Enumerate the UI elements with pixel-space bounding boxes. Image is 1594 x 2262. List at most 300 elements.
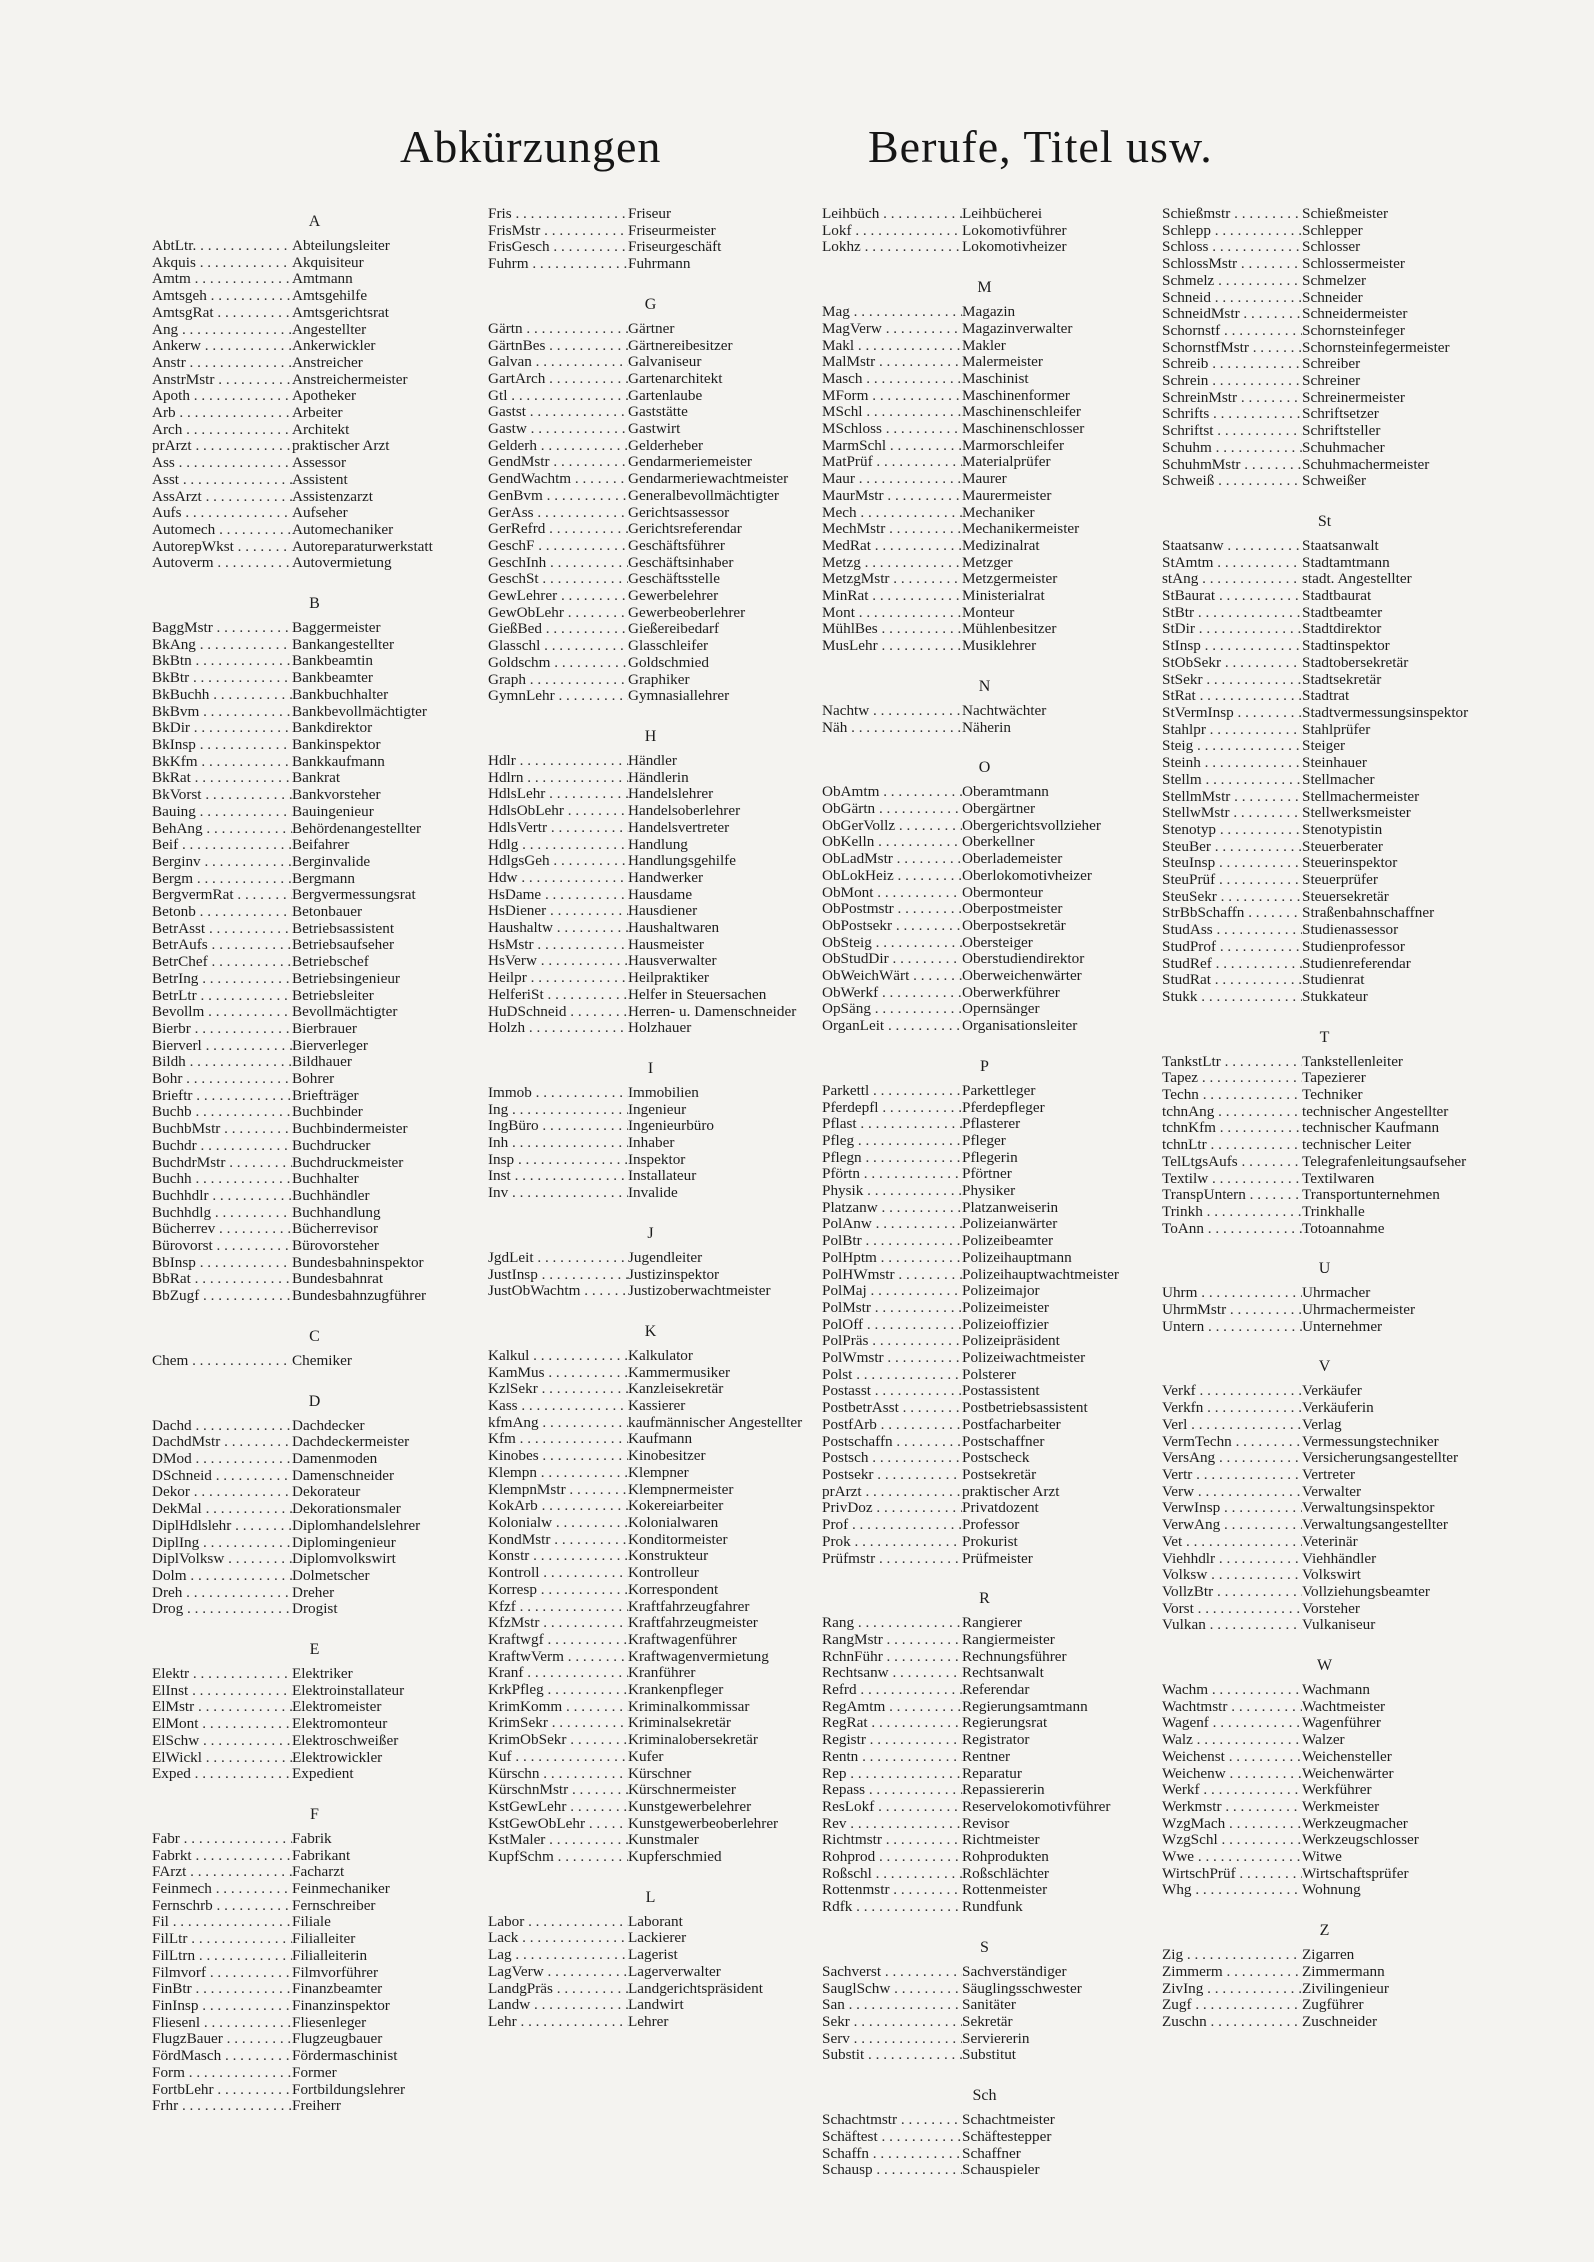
full-term: Wachtmeister bbox=[1302, 1697, 1386, 1715]
full-term: Schuhmacher bbox=[1302, 438, 1385, 456]
section-letter-heading: H bbox=[644, 727, 657, 745]
full-term: Briefträger bbox=[292, 1086, 359, 1104]
full-term: Korrespondent bbox=[628, 1580, 719, 1598]
entry-row bbox=[152, 1188, 477, 1205]
abbreviation: AbtLtr. . . . bbox=[152, 238, 292, 255]
entry-row bbox=[152, 1434, 477, 1451]
full-term: Rottenmeister bbox=[962, 1881, 1048, 1899]
entry-row bbox=[822, 1997, 1147, 2014]
full-term: Steinhauer bbox=[1302, 754, 1367, 772]
abbreviation: ElMont . . . bbox=[152, 1716, 292, 1733]
full-term: Gartenlaube bbox=[628, 386, 703, 404]
abbreviation: Ass . . . bbox=[152, 455, 292, 472]
entry-row bbox=[822, 1732, 1147, 1749]
full-term: Geschäftsinhaber bbox=[628, 553, 734, 571]
entry-row bbox=[152, 637, 477, 654]
abbreviation: PostbetrAsst . . . bbox=[822, 1400, 962, 1417]
entry-row bbox=[488, 1665, 813, 1682]
abbreviation: Schaffn . . . bbox=[822, 2146, 962, 2163]
entry-row bbox=[488, 1615, 813, 1632]
abbreviation: Chem . . . bbox=[152, 1353, 292, 1370]
entry-row bbox=[1162, 1799, 1487, 1816]
full-term: Pflasterer bbox=[962, 1115, 1021, 1133]
entry-row bbox=[1162, 1434, 1487, 1451]
abbreviation: Rdfk . . . bbox=[822, 1899, 962, 1916]
letter-section bbox=[1162, 206, 1487, 490]
full-term: Straßenbahnschaffner bbox=[1302, 904, 1435, 922]
abbreviation: PrivDoz . . . bbox=[822, 1500, 962, 1517]
section-letter-heading: U bbox=[1318, 1260, 1331, 1278]
full-term: Roßschlächter bbox=[962, 1864, 1049, 1882]
entry-row bbox=[152, 954, 477, 971]
entry-row bbox=[152, 2082, 477, 2099]
full-term: praktischer Arzt bbox=[962, 1482, 1060, 1500]
full-term: Buchhalter bbox=[292, 1170, 359, 1188]
entry-row bbox=[822, 1267, 1147, 1284]
entry-row bbox=[152, 770, 477, 787]
full-term: Anstreichermeister bbox=[292, 370, 408, 388]
full-term: Expedient bbox=[292, 1765, 354, 1783]
abbreviation: Buchh . . . bbox=[152, 1171, 292, 1188]
abbreviation: KürschnMstr . . . bbox=[488, 1782, 628, 1799]
entry-row bbox=[822, 471, 1147, 488]
abbreviation: Masch . . . bbox=[822, 371, 962, 388]
full-term: Wagenführer bbox=[1302, 1714, 1381, 1732]
entry-row bbox=[1162, 1417, 1487, 1434]
entry-row bbox=[1162, 206, 1487, 223]
abbreviation: Ang . . . bbox=[152, 322, 292, 339]
full-term: Magazinverwalter bbox=[962, 319, 1073, 337]
abbreviation: DachdMstr . . . bbox=[152, 1434, 292, 1451]
abbreviation: Zimmerm . . . bbox=[1162, 1964, 1302, 1981]
abbreviation: SchornstfMstr . . . bbox=[1162, 340, 1302, 357]
abbreviation: ObWeichWärt . . . bbox=[822, 968, 962, 985]
entry-row bbox=[1162, 1302, 1487, 1319]
entry-row bbox=[822, 1083, 1147, 1100]
abbreviation: Gärtn . . . bbox=[488, 321, 628, 338]
entry-row bbox=[152, 871, 477, 888]
abbreviation: Trinkh . . . bbox=[1162, 1204, 1302, 1221]
full-term: Polizeihauptmann bbox=[962, 1248, 1072, 1266]
abbreviation: MinRat . . . bbox=[822, 588, 962, 605]
entry-row bbox=[488, 1964, 813, 1981]
abbreviation: Polst . . . bbox=[822, 1367, 962, 1384]
abbreviation: HdlsVertr . . . bbox=[488, 820, 628, 837]
entry-row bbox=[1162, 1467, 1487, 1484]
abbreviation: Fuhrm . . . bbox=[488, 256, 628, 273]
entry-row bbox=[488, 953, 813, 970]
full-term: Diplomvolkswirt bbox=[292, 1550, 396, 1568]
abbreviation: Viehhdlr . . . bbox=[1162, 1551, 1302, 1568]
abbreviation: Fabr . . . bbox=[152, 1831, 292, 1848]
full-term: Betriebsingenieur bbox=[292, 969, 400, 987]
entry-row bbox=[822, 1682, 1147, 1699]
full-term: Schießmeister bbox=[1302, 206, 1389, 222]
entry-row bbox=[822, 1782, 1147, 1799]
full-term: Kupferschmied bbox=[628, 1848, 722, 1866]
entry-row bbox=[1162, 1187, 1487, 1204]
entry-row bbox=[488, 621, 813, 638]
full-term: Justizoberwachtmeister bbox=[628, 1282, 771, 1300]
abbreviation: JgdLeit . . . bbox=[488, 1250, 628, 1267]
entry-row bbox=[488, 1532, 813, 1549]
abbreviation: Wachm . . . bbox=[1162, 1682, 1302, 1699]
letter-section bbox=[822, 1938, 1147, 2064]
letter-section bbox=[152, 1640, 477, 1783]
abbreviation: Gtl . . . bbox=[488, 388, 628, 405]
entry-row bbox=[822, 1116, 1147, 1133]
full-term: Abteilungsleiter bbox=[292, 237, 390, 254]
abbreviation: Stukk . . . bbox=[1162, 989, 1302, 1006]
abbreviation: Sachverst . . . bbox=[822, 1964, 962, 1981]
full-term: Betriebsassistent bbox=[292, 919, 395, 937]
entry-row bbox=[1162, 605, 1487, 622]
abbreviation: VermTechn . . . bbox=[1162, 1434, 1302, 1451]
abbreviation: KrkPfleg . . . bbox=[488, 1682, 628, 1699]
full-term: Steuerberater bbox=[1302, 837, 1383, 855]
entry-row bbox=[822, 935, 1147, 952]
entry-row bbox=[152, 1468, 477, 1485]
entry-row bbox=[1162, 1682, 1487, 1699]
abbreviation: Stenotyp . . . bbox=[1162, 822, 1302, 839]
full-term: Elektrowickler bbox=[292, 1748, 383, 1766]
entry-row bbox=[1162, 1104, 1487, 1121]
entry-row bbox=[488, 1415, 813, 1432]
full-term: Maschinenschlosser bbox=[962, 420, 1085, 438]
full-term: Gewerbelehrer bbox=[628, 587, 719, 605]
full-term: Hausdiener bbox=[628, 902, 698, 920]
full-term: Oberamtmann bbox=[962, 783, 1049, 801]
abbreviation: HsMstr . . . bbox=[488, 937, 628, 954]
title-abbreviations: Abkürzungen bbox=[400, 121, 662, 172]
abbreviation: ResLokf . . . bbox=[822, 1799, 962, 1816]
letter-section bbox=[1162, 1656, 1487, 1899]
entry-row bbox=[152, 438, 477, 455]
full-term: Kraftwagenführer bbox=[628, 1630, 737, 1648]
entry-row bbox=[1162, 273, 1487, 290]
entry-row bbox=[822, 901, 1147, 918]
abbreviation: TelLtgsAufs . . . bbox=[1162, 1154, 1302, 1171]
abbreviation: Techn . . . bbox=[1162, 1087, 1302, 1104]
full-term: Schreinermeister bbox=[1302, 388, 1405, 406]
full-term: Kalkulator bbox=[628, 1346, 693, 1364]
section-letter-heading: P bbox=[980, 1057, 989, 1075]
full-term: Landwirt bbox=[628, 1996, 684, 2014]
abbreviation: GerAss . . . bbox=[488, 505, 628, 522]
full-term: Schachtmeister bbox=[962, 2111, 1055, 2129]
full-term: Bankbeamtin bbox=[292, 652, 373, 670]
full-term: Weichenwärter bbox=[1302, 1764, 1394, 1782]
abbreviation: Postsekr . . . bbox=[822, 1467, 962, 1484]
abbreviation: Schloss . . . bbox=[1162, 239, 1302, 256]
entry-row bbox=[822, 1166, 1147, 1183]
full-term: Buchdruckmeister bbox=[292, 1153, 404, 1171]
entry-row bbox=[152, 522, 477, 539]
abbreviation: PolAnw . . . bbox=[822, 1216, 962, 1233]
full-term: Architekt bbox=[292, 420, 350, 438]
entry-row bbox=[488, 903, 813, 920]
abbreviation: SchuhmMstr . . . bbox=[1162, 457, 1302, 474]
abbreviation: Kranf . . . bbox=[488, 1665, 628, 1682]
abbreviation: Pferdepfl . . . bbox=[822, 1100, 962, 1117]
abbreviation: Pflast . . . bbox=[822, 1116, 962, 1133]
entry-row bbox=[152, 821, 477, 838]
full-term: Drogist bbox=[292, 1600, 338, 1618]
abbreviation: SchreinMstr . . . bbox=[1162, 390, 1302, 407]
full-term: Sekretär bbox=[962, 2012, 1013, 2030]
entry-row bbox=[488, 206, 813, 223]
abbreviation: Verw . . . bbox=[1162, 1484, 1302, 1501]
full-term: Beifahrer bbox=[292, 836, 350, 854]
abbreviation: ObPostmstr . . . bbox=[822, 901, 962, 918]
entry-row bbox=[152, 1418, 477, 1435]
full-term: Automechaniker bbox=[292, 520, 394, 538]
full-term: Polizeihauptwachtmeister bbox=[962, 1265, 1119, 1283]
entry-row bbox=[152, 1864, 477, 1881]
abbreviation: Schrifts . . . bbox=[1162, 406, 1302, 423]
full-term: Haushaltwaren bbox=[628, 919, 720, 937]
letter-section bbox=[152, 1327, 477, 1370]
entry-row bbox=[152, 988, 477, 1005]
entry-row bbox=[822, 588, 1147, 605]
abbreviation: Lokf . . . bbox=[822, 223, 962, 240]
full-term: Gendarmeriemeister bbox=[628, 453, 752, 471]
abbreviation: Prüfmstr . . . bbox=[822, 1551, 962, 1568]
abbreviation: KlempnMstr . . . bbox=[488, 1482, 628, 1499]
full-term: Obermonteur bbox=[962, 883, 1043, 901]
abbreviation: Schriftst . . . bbox=[1162, 423, 1302, 440]
abbreviation: HdlsObLehr . . . bbox=[488, 803, 628, 820]
entry-row bbox=[1162, 1617, 1487, 1634]
abbreviation: Rottenmstr . . . bbox=[822, 1882, 962, 1899]
full-term: Filialleiterin bbox=[292, 1946, 368, 1964]
full-term: Bankinspektor bbox=[292, 735, 381, 753]
full-term: Stellmacher bbox=[1302, 770, 1375, 788]
entry-row bbox=[822, 404, 1147, 421]
entry-row bbox=[1162, 390, 1487, 407]
abbreviation: KzlSekr . . . bbox=[488, 1381, 628, 1398]
full-term: Stadtinspektor bbox=[1302, 637, 1390, 655]
entry-row bbox=[152, 1353, 477, 1370]
abbreviation: BkKfm . . . bbox=[152, 754, 292, 771]
entry-row bbox=[152, 338, 477, 355]
full-term: Verkäufer bbox=[1302, 1382, 1362, 1400]
entry-row bbox=[1162, 1319, 1487, 1336]
entry-row bbox=[822, 1367, 1147, 1384]
full-term: Bierbrauer bbox=[292, 1019, 357, 1037]
full-term: Maurer bbox=[962, 470, 1007, 488]
full-term: Bankkaufmann bbox=[292, 752, 385, 770]
entry-row bbox=[1162, 805, 1487, 822]
full-term: Elektromeister bbox=[292, 1698, 382, 1716]
abbreviation: GendMstr . . . bbox=[488, 454, 628, 471]
abbreviation: Richtmstr . . . bbox=[822, 1832, 962, 1849]
entry-row bbox=[822, 438, 1147, 455]
full-term: Maschinenschleifer bbox=[962, 403, 1081, 421]
entry-row bbox=[152, 1021, 477, 1038]
entry-row bbox=[1162, 1517, 1487, 1534]
abbreviation: StellmMstr . . . bbox=[1162, 789, 1302, 806]
full-term: Polizeianwärter bbox=[962, 1215, 1058, 1233]
abbreviation: Hdlrn . . . bbox=[488, 770, 628, 787]
entry-row bbox=[822, 784, 1147, 801]
section-letter-heading: Sch bbox=[972, 2087, 997, 2105]
abbreviation: Kolonialw . . . bbox=[488, 1515, 628, 1532]
full-term: Elektriker bbox=[292, 1665, 353, 1683]
abbreviation: Asst . . . bbox=[152, 472, 292, 489]
full-term: Buchhandlung bbox=[292, 1203, 381, 1221]
entry-row bbox=[152, 787, 477, 804]
abbreviation: HsDiener . . . bbox=[488, 903, 628, 920]
full-term: Näherin bbox=[962, 718, 1011, 736]
abbreviation: Schrein . . . bbox=[1162, 373, 1302, 390]
entry-row bbox=[1162, 1997, 1487, 2014]
entry-row bbox=[1162, 440, 1487, 457]
full-term: Oberpostmeister bbox=[962, 900, 1063, 918]
entry-row bbox=[822, 1832, 1147, 1849]
entry-row bbox=[488, 655, 813, 672]
entry-row bbox=[822, 1350, 1147, 1367]
abbreviation: StellwMstr . . . bbox=[1162, 805, 1302, 822]
full-term: Fabrik bbox=[292, 1829, 332, 1847]
abbreviation: OrganLeit . . . bbox=[822, 1018, 962, 1035]
abbreviation: ObWerkf . . . bbox=[822, 985, 962, 1002]
abbreviation: MarmSchl . . . bbox=[822, 438, 962, 455]
entry-row bbox=[488, 1782, 813, 1799]
full-term: Apotheker bbox=[292, 387, 357, 405]
full-term: Stadtvermessungsinspektor bbox=[1302, 703, 1469, 721]
abbreviation: MagVerw . . . bbox=[822, 321, 962, 338]
abbreviation: FArzt . . . bbox=[152, 1864, 292, 1881]
abbreviation: GymnLehr . . . bbox=[488, 688, 628, 705]
full-term: Materialprüfer bbox=[962, 453, 1051, 471]
abbreviation: tchnAng . . . bbox=[1162, 1104, 1302, 1121]
abbreviation: Rev . . . bbox=[822, 1816, 962, 1833]
full-term: Kraftwagenvermietung bbox=[628, 1647, 769, 1665]
entry-row bbox=[488, 1632, 813, 1649]
abbreviation: PolWmstr . . . bbox=[822, 1350, 962, 1367]
entry-row bbox=[822, 1665, 1147, 1682]
abbreviation: Schlepp . . . bbox=[1162, 223, 1302, 240]
entry-row bbox=[822, 968, 1147, 985]
full-term: Filialleiter bbox=[292, 1930, 356, 1948]
abbreviation: Maur . . . bbox=[822, 471, 962, 488]
full-term: Landgerichtspräsident bbox=[628, 1979, 763, 1997]
full-term: Bundesbahninspektor bbox=[292, 1253, 424, 1271]
abbreviation: ZivIng . . . bbox=[1162, 1981, 1302, 1998]
entry-row bbox=[488, 521, 813, 538]
entry-row bbox=[488, 820, 813, 837]
full-term: Tankstellenleiter bbox=[1302, 1052, 1403, 1070]
abbreviation: Bevollm . . . bbox=[152, 1004, 292, 1021]
full-term: Professor bbox=[962, 1516, 1020, 1534]
abbreviation: GeschSt . . . bbox=[488, 571, 628, 588]
entry-row bbox=[1162, 1450, 1487, 1467]
full-term: Oberwerkführer bbox=[962, 983, 1060, 1001]
abbreviation: Haushaltw . . . bbox=[488, 920, 628, 937]
abbreviation: ObPostsekr . . . bbox=[822, 918, 962, 935]
full-term: Lagerist bbox=[628, 1946, 678, 1964]
abbreviation: Inst . . . bbox=[488, 1168, 628, 1185]
abbreviation: Walz . . . bbox=[1162, 1732, 1302, 1749]
full-term: Werkmeister bbox=[1302, 1797, 1380, 1815]
letter-section bbox=[1162, 1921, 1487, 2031]
full-term: Schreiber bbox=[1302, 355, 1361, 373]
abbreviation: BetrAsst . . . bbox=[152, 921, 292, 938]
abbreviation: AssArzt . . . bbox=[152, 489, 292, 506]
entry-row bbox=[822, 2014, 1147, 2031]
entry-row bbox=[152, 1683, 477, 1700]
abbreviation: Volksw . . . bbox=[1162, 1567, 1302, 1584]
full-term: Lackierer bbox=[628, 1929, 687, 1947]
abbreviation: MühlBes . . . bbox=[822, 621, 962, 638]
entry-row bbox=[1162, 889, 1487, 906]
abbreviation: Gastw . . . bbox=[488, 421, 628, 438]
entry-row bbox=[488, 471, 813, 488]
full-term: Elektromonteur bbox=[292, 1715, 388, 1733]
entry-row bbox=[822, 206, 1147, 223]
entry-row bbox=[822, 2112, 1147, 2129]
section-letter-heading: W bbox=[1316, 1657, 1333, 1675]
abbreviation: Vulkan . . . bbox=[1162, 1617, 1302, 1634]
abbreviation: BetrIng . . . bbox=[152, 971, 292, 988]
abbreviation: Zuschn . . . bbox=[1162, 2014, 1302, 2031]
full-term: Kürschner bbox=[628, 1764, 692, 1782]
entry-row bbox=[152, 1271, 477, 1288]
entry-row bbox=[488, 454, 813, 471]
abbreviation: HuDSchneid . . . bbox=[488, 1004, 628, 1021]
entry-row bbox=[152, 1733, 477, 1750]
full-term: Steiger bbox=[1302, 737, 1346, 755]
entry-row bbox=[822, 1749, 1147, 1766]
full-term: Gerichtsassessor bbox=[628, 503, 730, 521]
entry-row bbox=[152, 1831, 477, 1848]
abbreviation: stAng . . . bbox=[1162, 571, 1302, 588]
full-term: Obersteiger bbox=[962, 933, 1033, 951]
abbreviation: AmtsgRat . . . bbox=[152, 305, 292, 322]
abbreviation: HdlsLehr . . . bbox=[488, 786, 628, 803]
abbreviation: Tapez . . . bbox=[1162, 1070, 1302, 1087]
abbreviation: Insp . . . bbox=[488, 1152, 628, 1169]
abbreviation: Betonb . . . bbox=[152, 904, 292, 921]
full-term: Friseurgeschäft bbox=[628, 238, 722, 256]
full-term: Studienassessor bbox=[1302, 921, 1399, 939]
entry-row bbox=[822, 1799, 1147, 1816]
full-term: Zigarren bbox=[1302, 1946, 1355, 1964]
full-term: Regierungsrat bbox=[962, 1714, 1048, 1732]
entry-row bbox=[488, 1267, 813, 1284]
full-term: Platzanweiserin bbox=[962, 1198, 1059, 1216]
abbreviation: GeschInh . . . bbox=[488, 555, 628, 572]
section-letter-heading: L bbox=[645, 1888, 656, 1906]
letter-section bbox=[488, 206, 813, 273]
entry-row bbox=[1162, 638, 1487, 655]
entry-row bbox=[822, 801, 1147, 818]
full-term: Kokereiarbeiter bbox=[628, 1497, 724, 1515]
section-letter-heading: I bbox=[647, 1059, 654, 1077]
entry-row bbox=[822, 1216, 1147, 1233]
entry-row bbox=[152, 1104, 477, 1121]
full-term: Berginvalide bbox=[292, 852, 371, 870]
full-term: Rangiermeister bbox=[962, 1630, 1055, 1648]
abbreviation: Anstr . . . bbox=[152, 355, 292, 372]
entry-row bbox=[822, 1649, 1147, 1666]
entry-row bbox=[822, 2146, 1147, 2163]
letter-section bbox=[822, 278, 1147, 655]
full-term: Maschinenformer bbox=[962, 386, 1070, 404]
entry-row bbox=[488, 1102, 813, 1119]
entry-row bbox=[822, 1100, 1147, 1117]
